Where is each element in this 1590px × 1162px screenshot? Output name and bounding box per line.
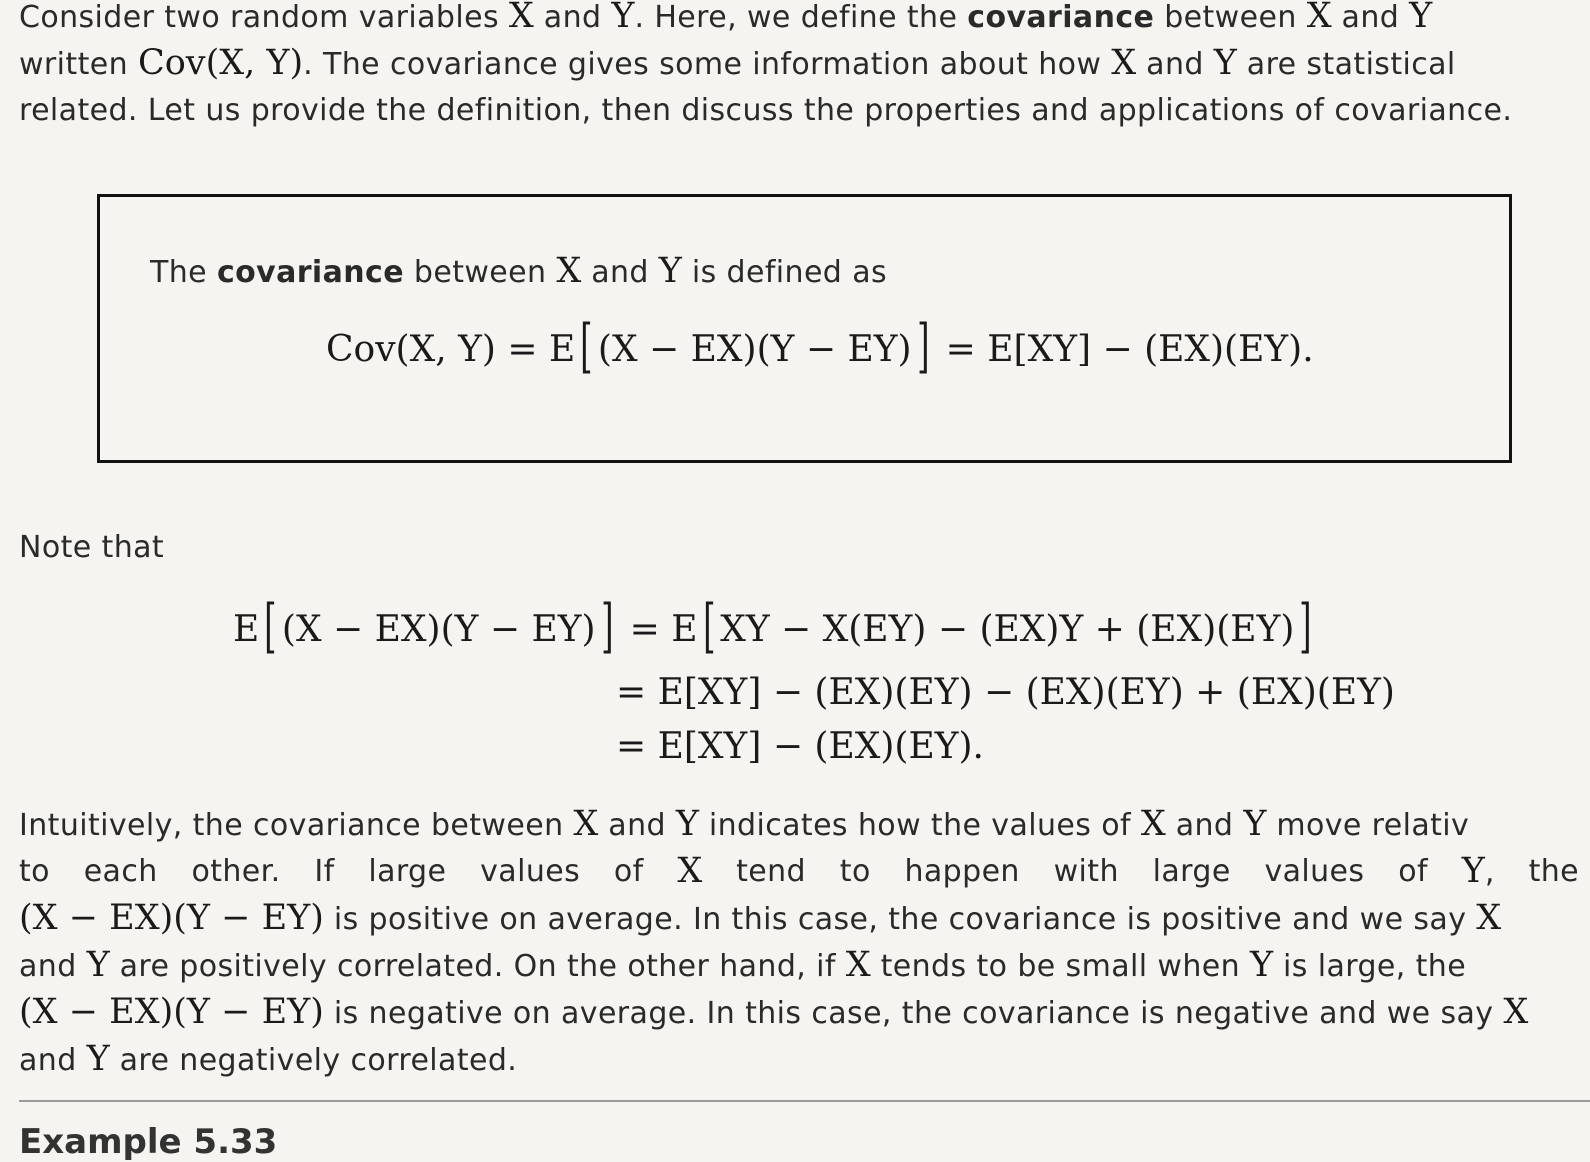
math-cov: Cov(X, Y): [137, 43, 304, 83]
intuition-paragraph: [19, 801, 1590, 1083]
math-x: X: [508, 0, 534, 36]
intuition-line-1: Intuitively, the covariance between X and Y indicates how the values of X and Y move relativ: [19, 804, 1470, 844]
intro-paragraph: [19, 0, 1590, 134]
definition-box: [97, 194, 1512, 463]
section-divider: [19, 1100, 1590, 1102]
intuition-line-6: and Y are negatively correlated.: [19, 1039, 518, 1079]
definition-text: The covariance between X and Y is defined as: [150, 251, 888, 291]
note-derivation-line-3: = E[XY] − (EX)(EY).: [616, 726, 984, 767]
intuition-line-4: and Y are positively correlated. On the other hand, if X tends to be small when Y is large, the: [19, 945, 1467, 985]
note-label: Note that: [19, 530, 165, 565]
bold-term: covariance: [967, 0, 1155, 35]
intro-line-1: Consider two random variables X and Y. Here, we define the covariance between X and Y: [19, 0, 1590, 40]
next-section-heading: Example 5.33: [19, 1122, 278, 1162]
intuition-line-3: (X − EX)(Y − EY) is positive on average. In this case, the covariance is positive and we say X: [19, 898, 1502, 938]
intro-line-3: related. Let us provide the definition, then discuss the properties and applications of covariance.: [19, 93, 1513, 128]
note-derivation-line-2: = E[XY] − (EX)(EY) − (EX)(EY) + (EX)(EY): [616, 672, 1395, 713]
note-derivation-line-1: E[ (X − EX)(Y − EY)] = E[ XY − X(EY) − (EX)Y + (EX)(EY)]: [233, 592, 1312, 660]
definition-formula: Cov(X, Y) = E[ (X − EX)(Y − EY)] = E[XY] − (EX)(EY).: [326, 312, 1314, 380]
intuition-line-2: to each other. If large values of X tend to happen with large values of Y, the: [19, 851, 1579, 891]
intuition-line-5: (X − EX)(Y − EY) is negative on average. In this case, the covariance is negative and we say X: [19, 992, 1529, 1032]
math-y: Y: [611, 0, 635, 36]
intro-line-2: written Cov(X, Y). The covariance gives some information about how X and Y are statistical: [19, 43, 1456, 83]
